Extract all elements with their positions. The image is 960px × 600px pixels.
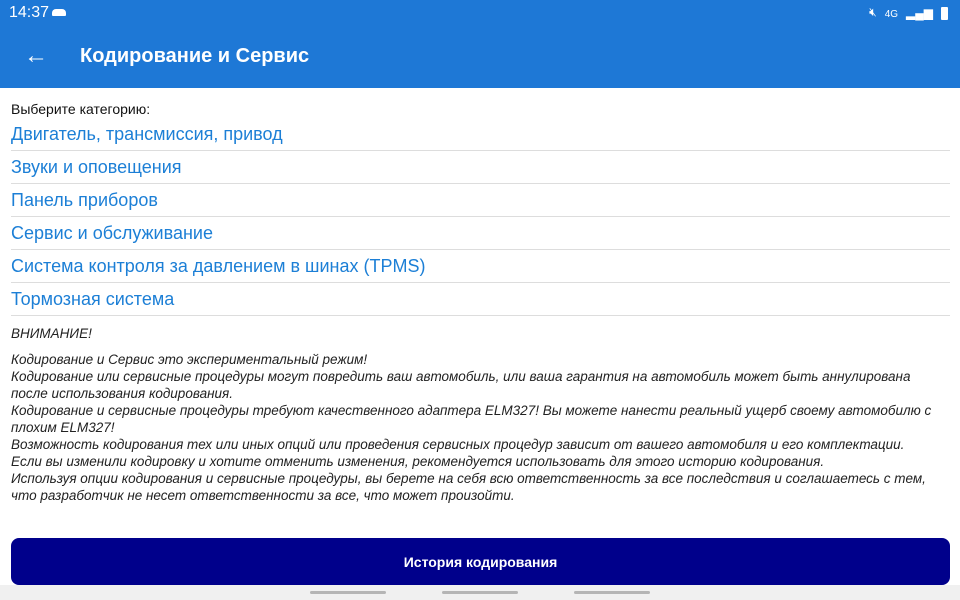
- mute-icon: 🔇︎: [869, 5, 877, 19]
- app-bar: [0, 0, 960, 88]
- category-item[interactable]: Звуки и оповещения: [11, 151, 950, 184]
- signal-icon: ▂▄▆: [906, 6, 933, 20]
- back-arrow-icon[interactable]: ←: [24, 42, 48, 69]
- warning-line: Кодирование и сервисные процедуры требуют качественного адаптера ELM327! Вы можете нанести реальный ущерб своему автомобилю с плохим ELM327!: [11, 403, 932, 435]
- category-item[interactable]: Тормозная система: [11, 283, 950, 316]
- category-item[interactable]: Двигатель, трансмиссия, привод: [11, 118, 950, 151]
- warning-line: Используя опции кодирования и сервисные процедуры, вы берете на себя всю ответственность за все последствия и соглашаетесь с тем, что разработчик не несет ответственности за все, что может произойти.: [11, 471, 926, 503]
- warning-line: Возможность кодирования тех или иных опций или проведения сервисных процедур зависит от вашего автомобиля и его комплектации.: [11, 437, 905, 452]
- battery-icon: [941, 7, 948, 20]
- car-icon: [52, 9, 66, 16]
- nav-handle[interactable]: [574, 591, 650, 594]
- coding-history-button[interactable]: История кодирования: [11, 538, 950, 585]
- status-time: 14:37: [9, 4, 50, 21]
- nav-handle[interactable]: [310, 591, 386, 594]
- category-list: [11, 118, 950, 316]
- category-prompt: Выберите категорию:: [11, 101, 151, 117]
- navigation-bar: [0, 585, 960, 600]
- status-icons: [869, 5, 948, 20]
- page-title: Кодирование и Сервис: [80, 45, 310, 67]
- category-item[interactable]: Панель приборов: [11, 184, 950, 217]
- warning-line: Кодирование и Сервис это экспериментальный режим!: [11, 352, 368, 367]
- warning-title: ВНИМАНИЕ!: [11, 326, 92, 341]
- nav-handle[interactable]: [442, 591, 518, 594]
- status-bar: [0, 0, 960, 26]
- category-item[interactable]: Сервис и обслуживание: [11, 217, 950, 250]
- category-item[interactable]: Система контроля за давлением в шинах (TPMS): [11, 250, 950, 283]
- warning-line: Кодирование или сервисные процедуры могут повредить ваш автомобиль, или ваша гарантия на автомобиль может быть аннулирована после использования кодирования.: [11, 369, 911, 401]
- network-type: 4G: [884, 9, 899, 20]
- warning-text: [11, 325, 951, 504]
- warning-line: Если вы изменили кодировку и хотите отменить изменения, рекомендуется использовать для этого историю кодирования.: [11, 454, 825, 469]
